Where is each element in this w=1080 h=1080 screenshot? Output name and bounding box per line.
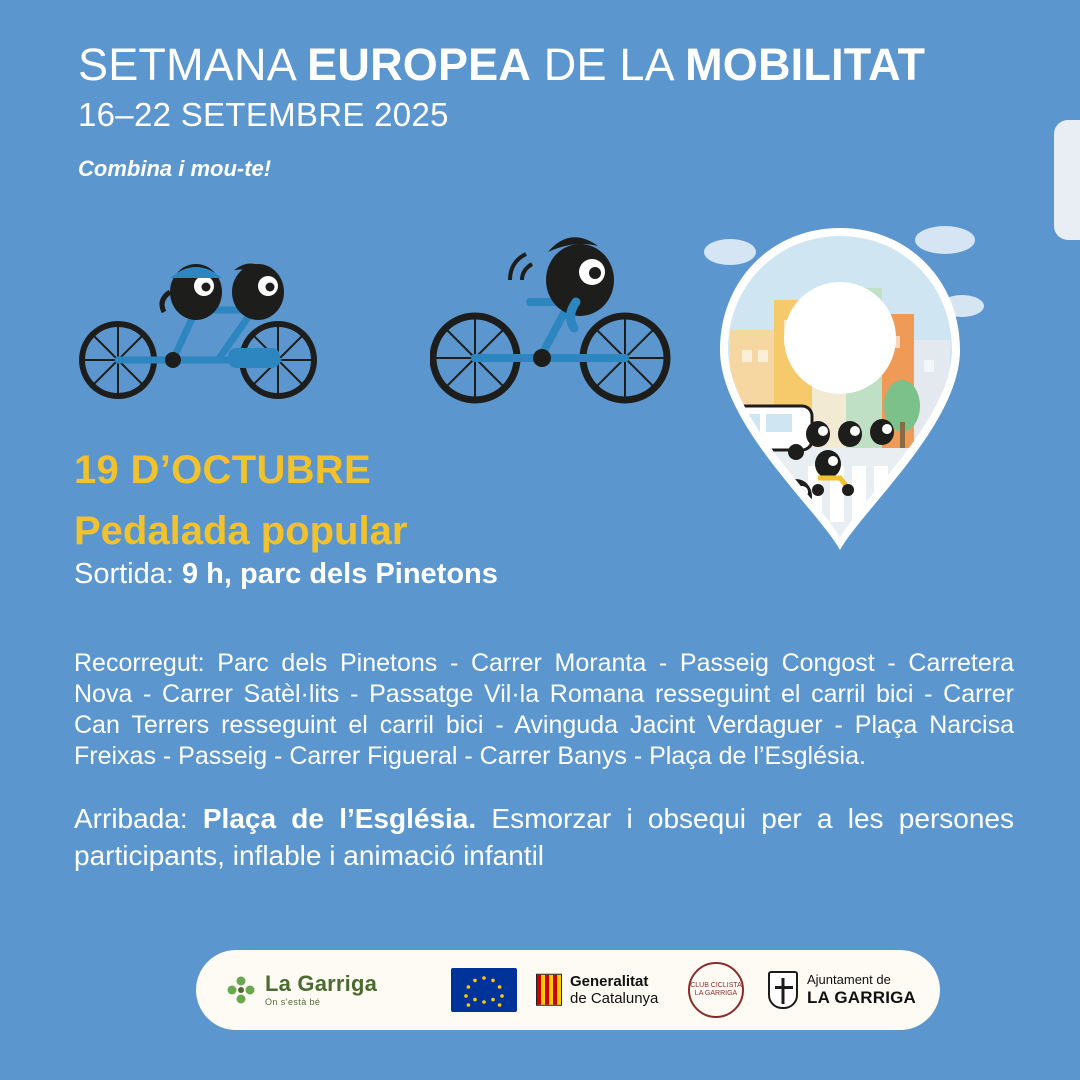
event-start-line: [74, 558, 714, 591]
poster-header: [78, 38, 925, 182]
cyclist-illustration: [430, 210, 680, 410]
la-garriga-mark-icon: [226, 975, 256, 1005]
arrival-description: [74, 800, 1014, 874]
event-day: 19 D’OCTUBRE: [74, 448, 371, 492]
event-dates: 16–22 SETEMBRE 2025: [78, 96, 449, 133]
logo-club-ciclista: [688, 962, 744, 1018]
map-pin-illustration: [690, 210, 990, 570]
logo-ajuntament: [768, 971, 916, 1009]
tandem-bike-illustration: [78, 230, 338, 410]
generalitat-line1: Generalitat: [570, 972, 649, 990]
route-description: Recorregut: Parc dels Pinetons - Carrer Moranta - Passeig Congost - Carretera Nova - Carrer Satèl·lits - Passatge Vil·la Romana resseguint el carril bici - Carrer Can Terrers resseguint el carril bici - Avinguda Jacint Verdaguer - Plaça Narcisa Freixas - Passeig - Carrer Figueral - Carrer Banys - Plaça de l’Església.: [74, 649, 1014, 770]
title-part-mobilitat: MOBILITAT: [685, 39, 926, 90]
sponsor-logo-bar: [196, 950, 940, 1030]
logo-generalitat: [536, 973, 658, 1008]
eu-flag-icon: [451, 968, 517, 1012]
ajuntament-line2: LA GARRIGA: [807, 987, 917, 1007]
campaign-slogan: Combina i mou-te!: [78, 156, 272, 181]
arrival-place: Plaça de l’Església.: [202, 803, 477, 834]
club-ciclista-text: CLUB CICLISTA LA GARRIGA: [690, 982, 742, 997]
event-title: Pedalada popular: [74, 509, 408, 553]
la-garriga-name: La Garriga: [265, 971, 378, 996]
event-block: [74, 448, 714, 591]
ajuntament-line1: Ajuntament de: [807, 971, 891, 987]
title-part-europea: EUROPEA: [307, 39, 532, 90]
arrival-label: Arribada:: [74, 803, 203, 834]
title-part-setmana: SETMANA: [78, 39, 308, 90]
generalitat-line2: de Catalunya: [570, 990, 659, 1007]
logo-la-garriga: [226, 973, 377, 1007]
title-part-dela: DE LA: [531, 39, 686, 90]
eu-stars: [451, 968, 517, 1012]
ajuntament-shield-icon: [768, 971, 798, 1009]
event-start-value: 9 h, parc dels Pinetons: [182, 558, 498, 590]
la-garriga-tagline: On s’està bé: [265, 997, 321, 1007]
generalitat-shield-icon: [536, 974, 562, 1006]
arrival-extra: Esmorzar i obsequi per a les persones participants, inflable i animació infantil: [74, 803, 1014, 871]
page-title: [78, 38, 925, 92]
event-start-label: Sortida:: [74, 558, 182, 590]
